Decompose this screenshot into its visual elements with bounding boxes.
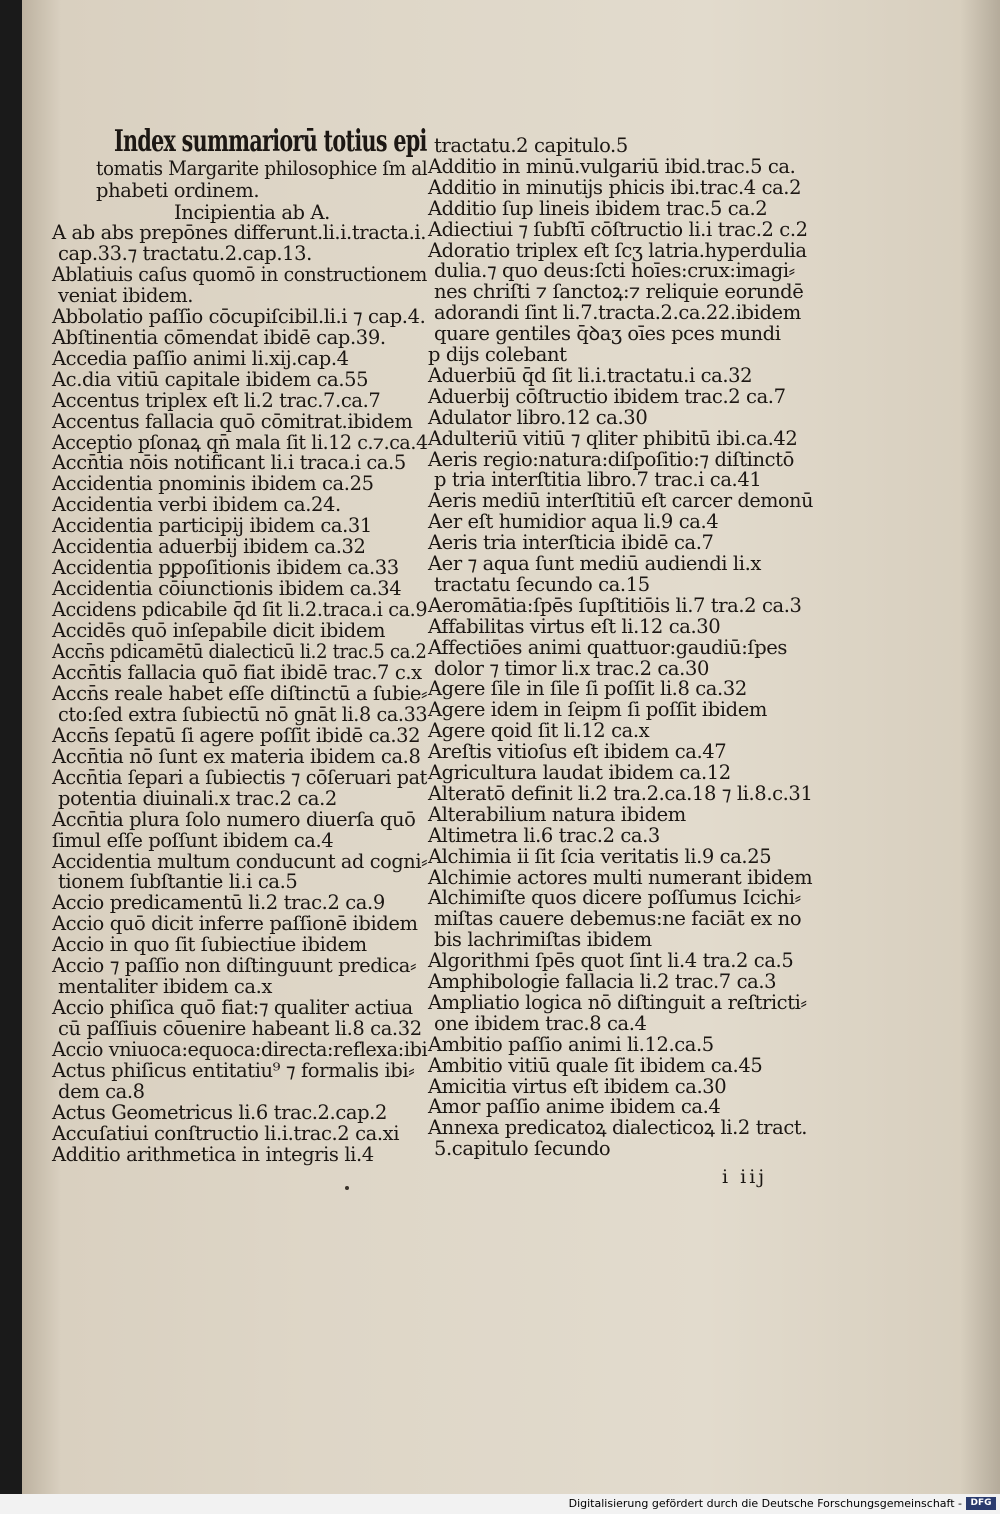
index-entry: Amicitia virtus eſt ibidem ca.30 [428,1074,727,1098]
index-entry: Actus Geometricus li.6 trac.2.cap.2 [52,1100,387,1124]
index-entry: Aeris regio:natura:diſpoſitio:⁊ diſtinctō [428,447,794,471]
index-entry: Accedia paſſio animi li.xij.cap.4 [52,346,349,370]
index-entry: Aduerbiū q̄d ſit li.i.tractatu.i ca.32 [428,363,753,387]
index-entry: Alchimie actores multi numerant ibidem [428,865,813,889]
index-entry: Amor paſſio anime ibidem ca.4 [428,1095,721,1119]
index-entry: Affabilitas virtus eſt li.12 ca.30 [428,614,721,638]
index-entry: Additio in minutijs phicis ibi.trac.4 ca.2 [428,175,802,199]
index-entry: Ambitio paſſio animi li.12.ca.5 [428,1032,714,1056]
index-entry: Ablatiuis caſus quomō in constructionem [52,262,427,286]
dfg-logo: DFG [966,1497,996,1510]
index-entry: Abbolatio paſſio cōcupiſcibil.li.i ⁊ cap.4. [52,304,426,328]
index-entry: Abſtinentia cōmendat ibidē cap.39. [52,325,386,349]
index-entry: p dijs colebant [428,343,567,366]
index-entry: Accidentia pꝑpoſitionis ibidem ca.33 [52,556,399,580]
index-entry: Accio ⁊ paſſio non diſtinguunt predica⸗ [52,954,417,978]
index-entry: A ab abs prepōnes differunt.li.i.tracta.i. [52,221,427,244]
index-entry: Alterabilium natura ibidem [428,802,686,826]
index-entry: Accio in quo ſit ſubiectiue ibidem [52,933,367,957]
index-entry: Adulteriū vitiū ⁊ qliter phibitū ibi.ca.42 [428,426,798,450]
index-entry: potentia diuinali.x trac.2 ca.2 [58,786,337,810]
index-entry: 5.capitulo ſecundo [434,1137,611,1161]
index-entry: cū paſſiuis cōuenire habeant li.8 ca.32 [58,1017,422,1041]
index-entry: bis lachrimiſtas ibidem [434,928,652,952]
index-entry: Accio quō dicit inferre paſſionē ibidem [52,912,418,936]
index-entry: Aeromātia:ſpēs ſupſtitiōis li.7 tra.2 ca.3 [428,593,802,617]
index-entry: Aeris mediū interſtitiū eſt carcer demonū [428,489,814,513]
index-entry: Adoratio triplex eſt ſcʒ latria.hyperdulia [428,238,807,262]
index-entry: Agere idem in ſeipm ſi poſſit ibidem [428,698,767,722]
index-entry: veniat ibidem. [58,283,194,307]
index-entry: Accn̄s ſepatū ſi agere poſſit ibidē ca.32 [52,723,421,747]
index-entry: Amphibologie fallacia li.2 trac.7 ca.3 [428,970,777,993]
index-entry: Aeris tria interſticia ibidē ca.7 [428,531,714,555]
index-entry: Agere qoid ſit li.12 ca.x [428,719,650,743]
index-entry: Accentus fallacia quō cōmitrat.ibidem [52,409,413,433]
index-entry: Algorithmi ſpēs quot ſint li.4 tra.2 ca.5 [428,949,794,973]
book-page [22,0,1000,1494]
index-entry: Ampliatio logica nō diſtinguit a reſtricti⸗ [428,990,807,1014]
index-entry: Agricultura laudat ibidem ca.12 [428,761,731,784]
index-entry: Alchimiſte quos dicere poſſumus Icichi⸗ [428,886,801,910]
index-entry: Actus phiſicus entitatiu⁹ ⁊ formalis ibi⸗ [52,1059,415,1082]
index-entry: Adulator libro.12 ca.30 [428,405,648,429]
index-entry: Accidentia verbi ibidem ca.24. [52,493,341,517]
index-entry: nes chriſti ⁊ ſanctoꝝ:⁊ reliquie eorundē [434,280,804,304]
index-entry: Accn̄tia nō ſunt ex materia ibidem ca.8 [52,744,421,768]
index-entry: Aer ⁊ aqua ſunt mediū audiendi li.x [428,552,761,575]
index-entry: Areſtis vitioſus eſt ibidem ca.47 [428,740,727,764]
page-signature: i iij [722,1166,768,1188]
index-entry: Alchimia ii ſit ſcia veritatis li.9 ca.25 [428,844,772,868]
index-subtitle-line: phabeti ordinem. [96,179,260,202]
index-entry: tionem ſubſtantie li.i ca.5 [58,870,298,894]
index-entry: dulia.⁊ quo deus:ſcti hoīes:crux:imagi⸗ [434,259,795,283]
index-entry: Accuſatiui conſtructio li.i.trac.2 ca.xi [52,1121,400,1145]
index-entry: Accio predicamentū li.2 trac.2 ca.9 [52,891,385,915]
index-entry: Accio phiſica quō fiat:⁊ qualiter actiua [52,996,413,1020]
index-entry: Altimetra li.6 trac.2 ca.3 [428,823,660,847]
index-entry: Accn̄s reale habet eſſe diſtinctū a ſubie⸗ [52,681,428,705]
index-entry: one ibidem trac.8 ca.4 [434,1011,647,1035]
index-entry: Accn̄s pdicamētū dialecticū li.2 trac.5 ca.2 [52,640,427,663]
index-entry: Accidentia aduerbij ibidem ca.32 [52,535,366,559]
index-entry: dolor ⁊ timor li.x trac.2 ca.30 [434,656,709,680]
index-entry: Affectiōes animi quattuor:gaudiū:ſpes [428,635,788,659]
index-entry: Accidēs quō inſepabile dicit ibidem [52,619,386,643]
index-entry: Accidentia cōiunctionis ibidem ca.34 [52,577,402,601]
index-entry: Ambitio vitiū quale ſit ibidem ca.45 [428,1053,763,1077]
index-entry: adorandi ſint li.7.tracta.2.ca.22.ibidem [434,301,801,325]
index-entry: Annexa predicatoꝝ dialecticoꝝ li.2 tract. [428,1116,808,1140]
index-entry: cap.33.⁊ tractatu.2.cap.13. [58,241,312,265]
index-entry: Additio in minū.vulgariū ibid.trac.5 ca. [428,154,796,178]
digitization-footer [0,1494,1000,1514]
ink-speck [345,1186,349,1190]
index-entry: ſimul eſſe poſſunt ibidem ca.4 [52,828,334,852]
index-entry: tractatu ſecundo ca.15 [434,572,650,596]
index-entry: dem ca.8 [58,1079,145,1103]
index-entry: Accn̄tia nōis notificant li.i traca.i ca.5 [52,451,406,475]
index-entry: Accidentia multum conducunt ad cogni⸗ [52,849,428,873]
index-entry: Acceptio pſonaꝝ qn̄ mala ſit li.12 c.⁊.ca.4 [52,430,428,454]
index-entry: cto:ſed extra ſubiectū nō gnāt li.8 ca.33 [58,702,428,726]
index-entry: mentaliter ibidem ca.x [58,975,273,999]
index-entry: Accio vniuoca:equoca:directa:reflexa:ibi [52,1038,428,1062]
index-entry: Accidentia participij ibidem ca.31 [52,514,372,538]
index-entry: quare gentiles q̄ꝺaʒ oīes pces mundi [434,322,781,346]
index-entry: Alteratō definit li.2 tra.2.ca.18 ⁊ li.8.c.31 [428,781,813,805]
index-subtitle-line: tomatis Margarite philosophice ſm al [96,157,428,180]
index-entry: Accn̄tis fallacia quō fiat ibidē trac.7 c.x [52,660,422,684]
section-heading: Incipientia ab A. [174,201,330,224]
index-entry: Ac.dia vitiū capitale ibidem ca.55 [52,367,369,391]
index-entry: Accn̄tia ſepari a ſubiectis ⁊ cōſeruari pat [52,765,427,789]
index-entry: Accidentia pnominis ibidem ca.25 [52,472,374,496]
index-entry: p tria interſtitia libro.7 trac.i ca.41 [434,468,762,492]
index-entry: Agere ſile in ſile ſi poſſit li.8 ca.32 [428,677,747,701]
index-entry: tractatu.2 capitulo.5 [434,134,628,157]
index-entry: Additio ſup lineis ibidem trac.5 ca.2 [428,196,768,220]
index-entry: miſtas cauere debemus:ne faciāt ex no [434,907,802,931]
index-entry: Additio arithmetica in integris li.4 [52,1142,374,1166]
footer-credit: Digitalisierung gefördert durch die Deutsche Forschungsgemeinschaft - [568,1497,962,1510]
index-entry: Accn̄tia plura ſolo numero diuerſa quō [52,807,416,831]
index-entry: Accidens pdicabile q̄d ſit li.2.traca.i ca.9 [52,598,428,622]
index-title: Index summariorū totius epi [114,124,427,159]
index-entry: Aduerbij cōſtructio ibidem trac.2 ca.7 [428,384,786,408]
index-entry: Adiectiui ⁊ ſubſtī cōſtructio li.i trac.2 c.2 [428,217,808,241]
index-entry: Aer eſt humidior aqua li.9 ca.4 [428,510,719,534]
index-entry: Accentus triplex eſt li.2 trac.7.ca.7 [52,388,381,412]
